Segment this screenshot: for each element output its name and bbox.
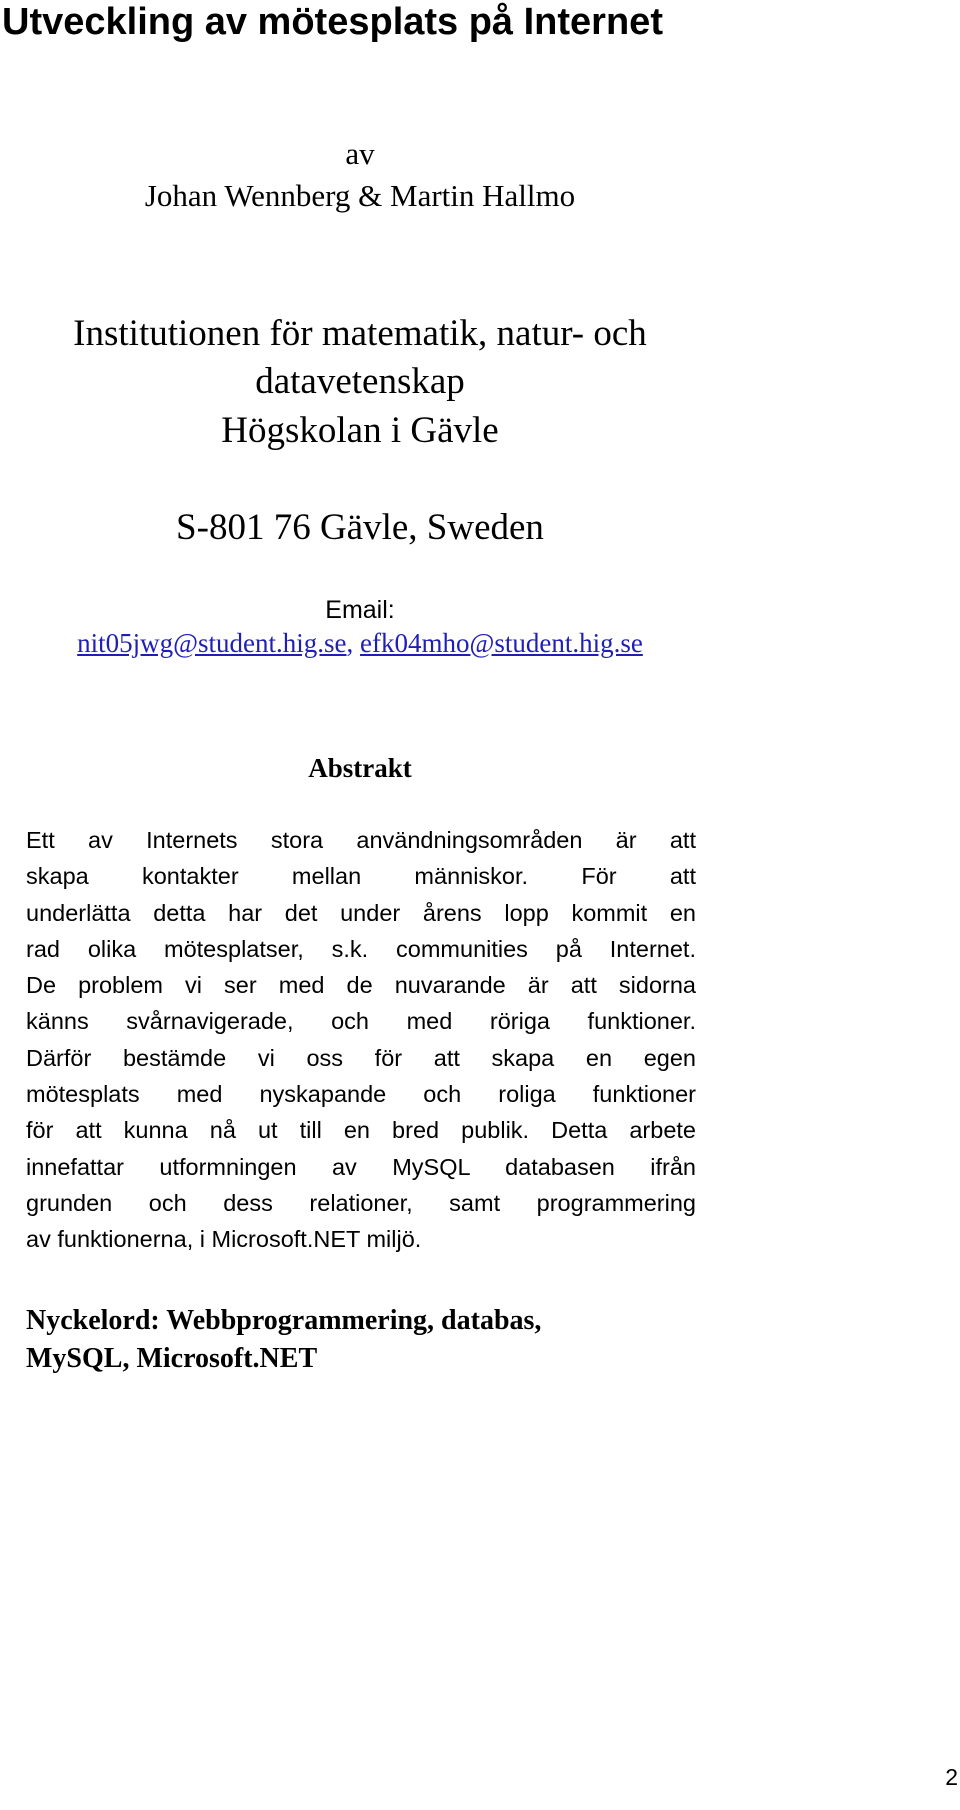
abstract-line: mötesplats med nyskapande och roliga funktioner <box>26 1081 696 1108</box>
abstract-line: grunden och dess relationer, samt programmering <box>26 1189 696 1216</box>
page-title: Utveckling av mötesplats på Internet <box>2 1 663 43</box>
abstract-line: för att kunna nå ut till en bred publik. Detta arbete <box>26 1117 696 1144</box>
authors: Johan Wennberg & Martin Hallmo <box>144 178 576 213</box>
byline-prefix: av <box>345 136 375 171</box>
abstract-heading: Abstrakt <box>308 753 412 783</box>
keywords-line-2: MySQL, Microsoft.NET <box>26 1343 318 1374</box>
abstract-line: innefattar utformningen av MySQL databasen ifrån <box>26 1153 696 1180</box>
abstract-line: Ett av Internets stora användningsområden är att <box>26 827 696 853</box>
abstract-body <box>26 822 696 1258</box>
email-link-2[interactable]: efk04mho@student.hig.se <box>360 628 643 658</box>
abstract-line: känns svårnavigerade, och med röriga funktioner. <box>26 1008 696 1035</box>
abstract-line: De problem vi ser med de nuvarande är att sidorna <box>26 972 696 999</box>
affiliation-address: S-801 76 Gävle, Sweden <box>176 507 544 548</box>
page-number: 2 <box>945 1764 958 1790</box>
keywords <box>26 1302 726 1378</box>
affiliation-line-3: Högskolan i Gävle <box>221 410 499 451</box>
abstract-line: underlätta detta har det under årens lopp kommit en <box>26 899 696 926</box>
email-separator: , <box>346 628 354 658</box>
email-link-1[interactable]: nit05jwg@student.hig.se <box>77 628 347 658</box>
abstract-line: skapa kontakter mellan människor. För att <box>26 863 696 890</box>
affiliation-line-1: Institutionen för matematik, natur- och <box>73 313 647 354</box>
email-label: Email: <box>325 596 395 624</box>
abstract-line: rad olika mötesplatser, s.k. communities på Internet. <box>26 935 696 962</box>
abstract-line: av funktionerna, i Microsoft.NET miljö. <box>26 1226 422 1253</box>
keywords-line-1: Nyckelord: Webbprogrammering, databas, <box>26 1305 542 1336</box>
email-line <box>0 627 720 659</box>
abstract-line: Därför bestämde vi oss för att skapa en egen <box>26 1044 696 1071</box>
affiliation-line-2: datavetenskap <box>255 361 465 402</box>
